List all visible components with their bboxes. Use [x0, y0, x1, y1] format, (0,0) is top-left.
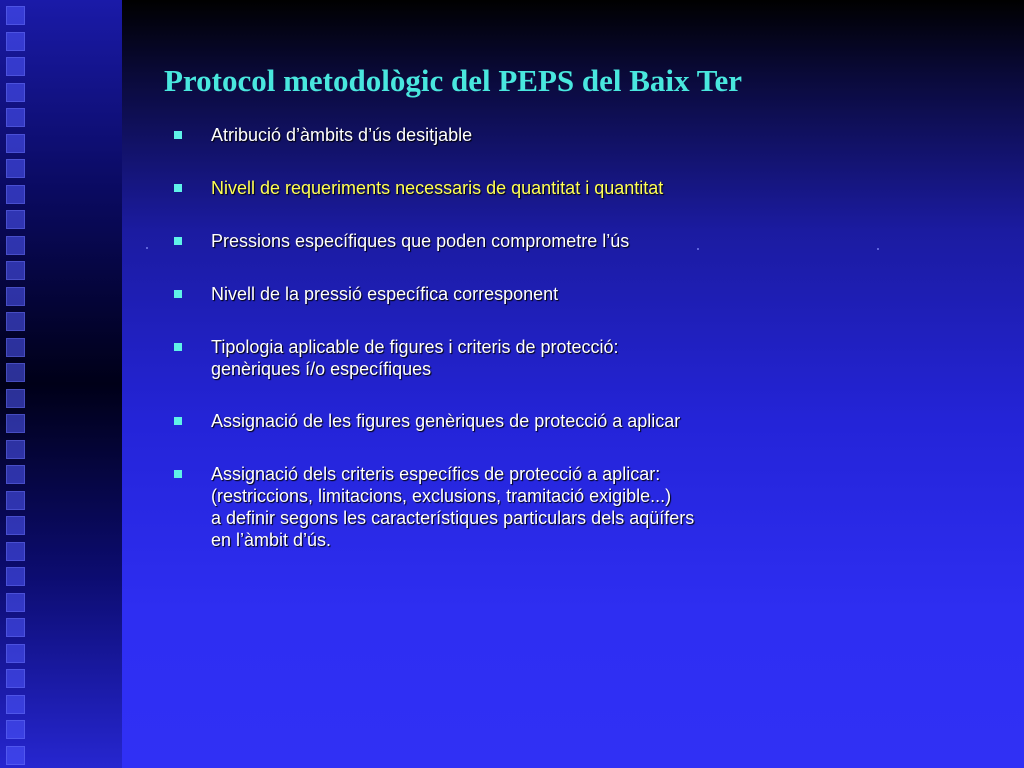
bullet-list [172, 124, 792, 551]
decorative-square [6, 83, 25, 102]
decorative-square [6, 465, 25, 484]
square-bullet-icon [174, 343, 182, 351]
bullet-item-2 [172, 177, 792, 199]
decorative-square [6, 414, 25, 433]
decorative-square [6, 6, 25, 25]
decorative-square [6, 312, 25, 331]
decorative-square [6, 746, 25, 765]
decorative-square [6, 567, 25, 586]
decorative-square [6, 236, 25, 255]
decorative-squares-column [6, 6, 28, 768]
bullet-text-line-2: (restriccions, limitacions, exclusions, tramitació exigible...) [211, 486, 672, 506]
decorative-square [6, 695, 25, 714]
decorative-square [6, 440, 25, 459]
square-bullet-icon [174, 131, 182, 139]
decorative-square [6, 720, 25, 739]
bullet-item-6 [172, 410, 792, 432]
decorative-square [6, 57, 25, 76]
square-bullet-icon [174, 237, 182, 245]
decorative-square [6, 338, 25, 357]
slide-title: Protocol metodològic del PEPS del Baix Ter [164, 62, 743, 98]
decorative-side-strip [0, 0, 122, 768]
bullet-text: Nivell de requeriments necessaris de quantitat i quantitat [211, 178, 664, 198]
bullet-text-line-1: Assignació dels criteris específics de protecció a aplicar: [211, 464, 661, 484]
square-bullet-icon [174, 417, 182, 425]
decorative-square [6, 593, 25, 612]
decorative-square [6, 287, 25, 306]
decorative-square [6, 618, 25, 637]
bullet-item-1 [172, 124, 792, 146]
decorative-square [6, 210, 25, 229]
decorative-square [6, 32, 25, 51]
decorative-square [6, 542, 25, 561]
decorative-square [6, 389, 25, 408]
decorative-dot [146, 247, 148, 249]
decorative-square [6, 363, 25, 382]
bullet-text: Assignació de les figures genèriques de protecció a aplicar [211, 411, 681, 431]
bullet-item-5 [172, 336, 792, 380]
square-bullet-icon [174, 470, 182, 478]
decorative-dot [877, 248, 879, 250]
decorative-square [6, 669, 25, 688]
decorative-dot [697, 248, 699, 250]
bullet-text-line-1: Tipologia aplicable de figures i criteris de protecció: [211, 337, 619, 357]
decorative-square [6, 108, 25, 127]
decorative-square [6, 491, 25, 510]
bullet-text: Pressions específiques que poden comprometre l’ús [211, 231, 630, 251]
bullet-text-line-4: en l’àmbit d’ús. [211, 530, 332, 550]
decorative-square [6, 261, 25, 280]
bullet-text-line-2: genèriques í/o específiques [211, 359, 432, 379]
decorative-square [6, 134, 25, 153]
bullet-item-7 [172, 463, 792, 551]
bullet-item-4 [172, 283, 792, 305]
bullet-text-line-3: a definir segons les característiques particulars dels aqüífers [211, 508, 695, 528]
decorative-square [6, 644, 25, 663]
decorative-square [6, 159, 25, 178]
bullet-text: Atribució d’àmbits d’ús desitjable [211, 125, 473, 145]
bullet-item-3 [172, 230, 792, 252]
bullet-text: Nivell de la pressió específica corresponent [211, 284, 559, 304]
decorative-square [6, 185, 25, 204]
decorative-square [6, 516, 25, 535]
square-bullet-icon [174, 184, 182, 192]
square-bullet-icon [174, 290, 182, 298]
